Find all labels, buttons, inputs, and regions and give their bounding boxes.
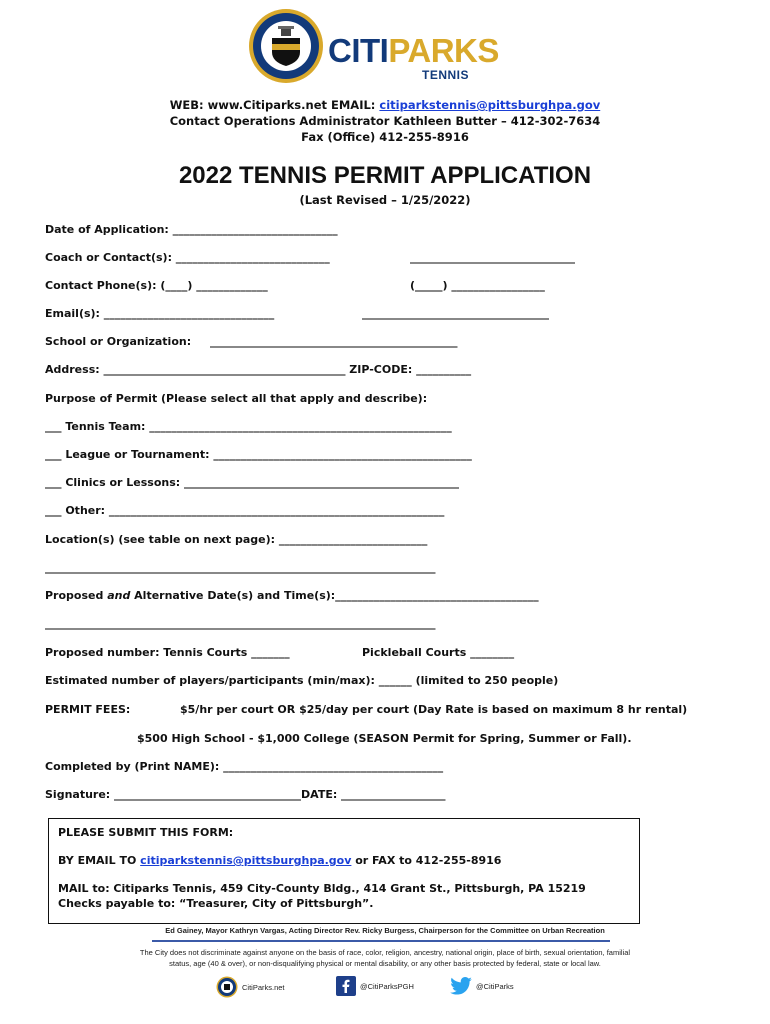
clinics-field[interactable]: ___ Clinics or Lessons: __________________________________________________: [45, 476, 459, 489]
submit-email-pre: BY EMAIL TO: [58, 854, 141, 867]
other-field[interactable]: ___ Other: _____________________________________________________________: [45, 504, 445, 517]
coach-field-2[interactable]: ______________________________: [410, 251, 575, 264]
date-of-application-field[interactable]: Date of Application: ______________________________: [45, 223, 338, 236]
pickleball-courts-field[interactable]: Pickleball Courts ________: [362, 646, 515, 659]
brand-wordmark: [328, 32, 499, 70]
web-email-line: [0, 98, 770, 112]
footer-divider: [152, 940, 610, 942]
season-fees-text: $500 High School - $1,000 College (SEASON Permit for Spring, Summer or Fall).: [137, 732, 632, 745]
players-field[interactable]: Estimated number of players/participants (min/max): ______ (limited to 250 people): [45, 674, 559, 687]
officials-line: Ed Gainey, Mayor Kathryn Vargas, Acting Director Rev. Ricky Burgess, Chairperson for the Committee on Urban Recreation: [165, 926, 605, 935]
footer-site[interactable]: [216, 976, 285, 998]
tennis-team-field[interactable]: ___ Tennis Team: _______________________________________________________: [45, 420, 452, 433]
twitter-label: @CitiParks: [476, 981, 514, 991]
email-link[interactable]: citiparkstennis@pittsburghpa.gov: [379, 98, 601, 112]
submit-email-post: or FAX to 412-255-8916: [351, 854, 502, 867]
site-label: CitiParks.net: [242, 982, 285, 992]
submit-email-line: [58, 854, 501, 867]
facebook-label: @CitiParksPGH: [360, 981, 414, 991]
footer-twitter[interactable]: [450, 977, 514, 995]
completed-by-field[interactable]: Completed by (Print NAME): ________________________________________: [45, 760, 444, 773]
submit-instructions-box: [48, 818, 640, 924]
league-field[interactable]: ___ League or Tournament: _______________________________________________: [45, 448, 472, 461]
phone-field-2[interactable]: (_____) _________________: [410, 279, 545, 292]
facebook-icon: [336, 976, 356, 996]
footer-facebook[interactable]: [336, 976, 414, 996]
signature-field[interactable]: Signature: __________________________________DATE: ___________________: [45, 788, 446, 801]
school-label: School or Organization:: [45, 335, 192, 348]
proposed-pre: Proposed: [45, 589, 108, 602]
address-field[interactable]: Address: ____________________________________________ ZIP-CODE: __________: [45, 363, 472, 376]
email-field-2[interactable]: __________________________________: [362, 307, 549, 320]
mail-address: MAIL to: Citiparks Tennis, 459 City-County Bldg., 414 Grant St., Pittsburgh, PA 15219: [58, 882, 586, 895]
proposed-dates-field[interactable]: [45, 589, 539, 602]
proposed-post: Alternative Date(s) and Time(s):_____________________________________: [130, 589, 539, 602]
checks-payable: Checks payable to: “Treasurer, City of Pittsburgh”.: [58, 897, 374, 910]
revised-date: (Last Revised – 1/25/2022): [299, 193, 471, 207]
fees-label: PERMIT FEES:: [45, 703, 131, 716]
nondiscrimination-line-1: The City does not discriminate against anyone on the basis of race, color, religion, ancestry, national origin, place of birth, sexual orientation, familial: [139, 948, 631, 957]
city-seal-small-icon: [216, 976, 238, 998]
brand-subtitle: TENNIS: [422, 68, 470, 82]
email-field[interactable]: Email(s): _______________________________: [45, 307, 275, 320]
proposed-and: and: [107, 589, 131, 602]
fax-line: Fax (Office) 412-255-8916: [301, 130, 469, 144]
submit-heading: PLEASE SUBMIT THIS FORM:: [58, 826, 234, 839]
page-title: 2022 TENNIS PERMIT APPLICATION: [178, 162, 592, 189]
location-line[interactable]: _______________________________________________________________________: [45, 561, 436, 574]
proposed-dates-line[interactable]: _______________________________________________________________________: [45, 617, 436, 630]
phone-field[interactable]: Contact Phone(s): (____) _____________: [45, 279, 268, 292]
twitter-icon: [450, 977, 472, 995]
nondiscrimination-line-2: status, age (40 & over), or non-disqualifying physical or mental disability, or any other basis protected by federal, state or local law.: [169, 959, 601, 968]
citiparks-logo: [248, 8, 499, 88]
brand-parks: PARKS: [388, 32, 499, 69]
location-field[interactable]: Location(s) (see table on next page): ___________________________: [45, 533, 428, 546]
purpose-heading: Purpose of Permit (Please select all that apply and describe):: [45, 392, 428, 405]
contact-line: Contact Operations Administrator Kathleen Butter – 412-302-7634: [169, 114, 601, 128]
fees-text: $5/hr per court OR $25/day per court (Day Rate is based on maximum 8 hr rental): [180, 703, 688, 716]
school-field[interactable]: _____________________________________________: [210, 335, 458, 348]
brand-citi: CITI: [328, 32, 389, 69]
coach-field[interactable]: Coach or Contact(s): ____________________________: [45, 251, 330, 264]
tennis-courts-field[interactable]: Proposed number: Tennis Courts _______: [45, 646, 290, 659]
web-label: WEB: www.Citiparks.net EMAIL:: [169, 98, 380, 112]
submit-email-link[interactable]: citiparkstennis@pittsburghpa.gov: [140, 854, 352, 867]
city-seal-icon: [248, 8, 324, 84]
